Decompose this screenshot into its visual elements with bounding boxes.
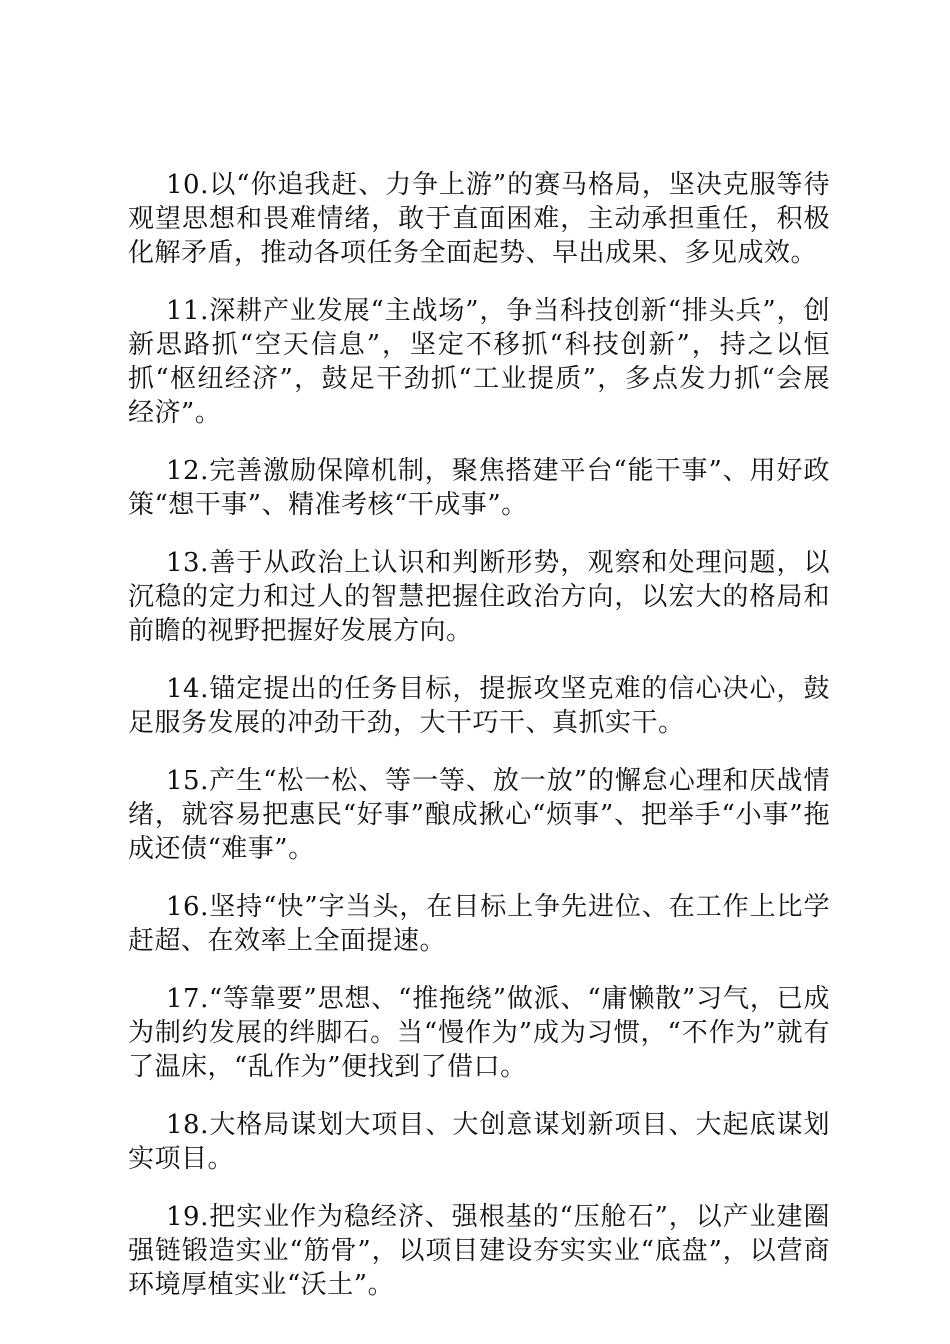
paragraph-11: 11.深耕产业发展“主战场”，争当科技创新“排头兵”，创新思路抓“空天信息”，坚定不移抓“科技创新”，持之以恒抓“枢纽经济”，鼓足干劲抓“工业提质”，多点发力抓“会展经济”。 — [128, 296, 830, 428]
paragraph-18: 18.大格局谋划大项目、大创意谋划新项目、大起底谋划实项目。 — [128, 1110, 830, 1174]
document-page — [128, 168, 830, 1326]
paragraph-15: 15.产生“松一松、等一等、放一放”的懈怠心理和厌战情绪，就容易把惠民“好事”酿成揪心“烦事”、把举手“小事”拖成还债“难事”。 — [128, 766, 830, 864]
paragraph-13: 13.善于从政治上认识和判断形势，观察和处理问题，以沉稳的定力和过人的智慧把握住政治方向，以宏大的格局和前瞻的视野把握好发展方向。 — [128, 548, 830, 646]
paragraph-10: 10.以“你追我赶、力争上游”的赛马格局，坚决克服等待观望思想和畏难情绪，敢于直面困难，主动承担重任，积极化解矛盾，推动各项任务全面起势、早出成果、多见成效。 — [128, 170, 830, 268]
paragraph-19: 19.把实业作为稳经济、强根基的“压舱石”，以产业建圈强链锻造实业“筋骨”，以项目建设夯实实业“底盘”，以营商环境厚植实业“沃土”。 — [128, 1202, 830, 1300]
paragraph-17: 17.“等靠要”思想、“推拖绕”做派、“庸懒散”习气，已成为制约发展的绊脚石。当“慢作为”成为习惯，“不作为”就有了温床，“乱作为”便找到了借口。 — [128, 984, 830, 1082]
paragraph-12: 12.完善激励保障机制，聚焦搭建平台“能干事”、用好政策“想干事”、精准考核“干成事”。 — [128, 456, 830, 520]
paragraph-16: 16.坚持“快”字当头，在目标上争先进位、在工作上比学赶超、在效率上全面提速。 — [128, 892, 830, 956]
paragraph-14: 14.锚定提出的任务目标，提振攻坚克难的信心决心，鼓足服务发展的冲劲干劲，大干巧干、真抓实干。 — [128, 674, 830, 738]
